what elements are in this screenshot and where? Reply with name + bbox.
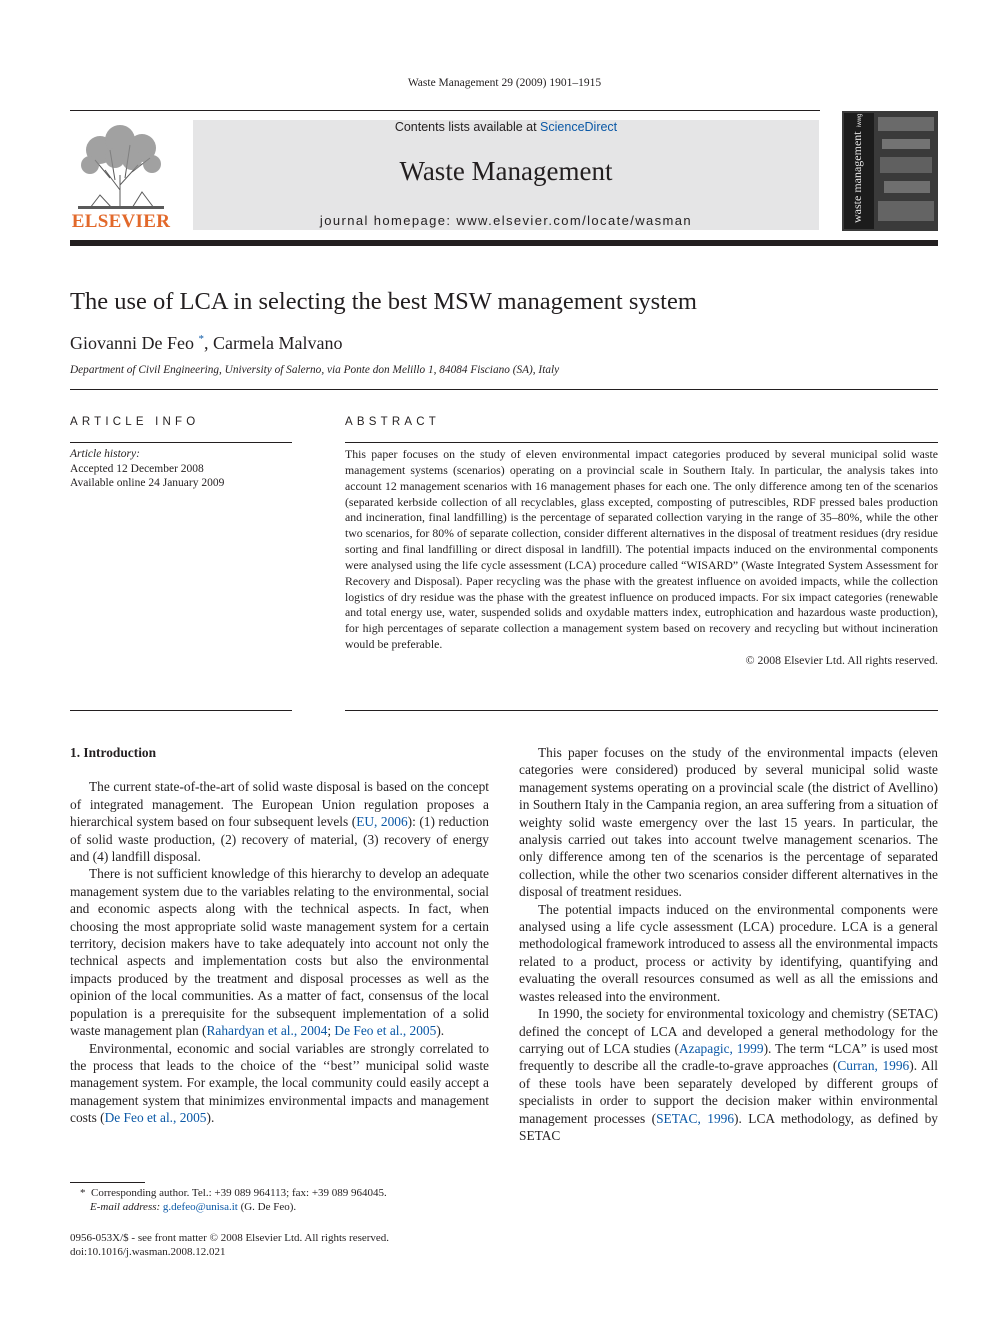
corresponding-author-footnote xyxy=(70,1186,490,1214)
paragraph-1-tail: ): (1) reduction of solid waste production, (2) recovery of material, (3) recovery of energy and (4) landfill disposal. xyxy=(70,814,489,865)
paragraph-2-separator: ; xyxy=(327,1023,335,1039)
section-heading-introduction: 1. Introduction xyxy=(70,745,157,760)
paragraph-4: This paper focuses on the study of the environmental impacts (eleven categories were considered) produced by several municipal solid waste management systems operating on a provincial scale (the district of Avellino) in Southern Italy in the Campania region, an area suffering from a situation of weighty solid waste emergency over the last 15 years. In particular, the analysis carried out takes into account twelve management scenarios. The only difference among ten of the scenarios is the percentage of separated collection, while the other two scenarios consider different alternatives in the disposal of treatment residues. xyxy=(519,745,938,900)
paragraph-3-tail: ). xyxy=(206,1110,215,1126)
sciencedirect-link[interactable]: ScienceDirect xyxy=(540,120,618,134)
ref-eu-2006[interactable]: EU, 2006 xyxy=(356,814,408,830)
paragraph-1 xyxy=(70,778,489,865)
paragraph-3 xyxy=(70,1040,489,1127)
paragraph-1-text: The current state-of-the-art of solid waste disposal is based on the concept of integrated management. The European Union regulation proposes a hierarchical system based on four subsequent levels ( xyxy=(70,779,489,830)
article-info-heading: ARTICLE INFO xyxy=(70,416,200,428)
ref-setac-1996[interactable]: SETAC, 1996 xyxy=(656,1110,735,1126)
masthead-rule xyxy=(70,110,820,111)
paragraph-6-mid: ). The term “LCA” is used most frequently to describe all the cradle-to-grave approaches ( xyxy=(519,1040,938,1074)
elsevier-wordmark: ELSEVIER xyxy=(71,211,171,232)
issn-line: 0956-053X/$ - see front matter © 2008 Elsevier Ltd. All rights reserved. xyxy=(70,1232,390,1244)
ref-de-feo-2005[interactable]: De Feo et al., 2005 xyxy=(334,1023,437,1039)
footnote-contact xyxy=(70,1186,490,1200)
body-column-right xyxy=(519,744,938,1216)
cover-title: waste management xyxy=(850,131,864,223)
online-date: Available online 24 January 2009 xyxy=(70,477,225,489)
abstract-text: This paper focuses on the study of eleven environmental impact categories produced by several municipal solid waste management systems (scenarios) operating on a provincial scale in Southern Italy. In particular, the analysis takes into account 12 management scenarios with 16 management phases for each one. The only difference among ten of the scenarios (separated kerbside collection of all recyclables, glass excepted, composting of putrescibles, RDF pressed bales production and incineration, final landfilling) is the percentage of separated collection varying in the range of 35–80%, while the other two scenarios, for 80% of separate collection, consider different alternatives in the disposal of treatment residues (dry residue sorting and final landfilling or direct disposal in landfill). The potential impacts induced on the environmental components were analysed using the life cycle assessment (LCA) procedure called “WISARD” (Waste Integrated System Assessment for Recovery and Disposal). Paper recycling was the phase with the greatest influence on avoided impacts, while the collection logistics of dry residue was the phase with the greatest influence on produced impacts. For six impact categories (renewable and total energy use, water, suspended solids and oxydable matters index, eutrophication and hazardous waste production), for high percentages of separate collection a management system based on recovery and recycling but without incineration would be preferable. xyxy=(345,447,938,652)
footnote-mark: * xyxy=(80,1187,86,1199)
ref-azapagic-1999[interactable]: Azapagic, 1999 xyxy=(679,1040,764,1056)
email-tail: (G. De Feo). xyxy=(240,1201,297,1213)
article-history xyxy=(70,447,224,491)
front-matter-footer xyxy=(70,1231,389,1259)
footnote-email xyxy=(70,1200,490,1214)
author-de-feo: Giovanni De Feo xyxy=(70,333,194,353)
journal-homepage: journal homepage: www.elsevier.com/locate/wasman xyxy=(319,213,693,228)
journal-citation: Waste Management 29 (2009) 1901–1915 xyxy=(407,77,602,89)
paragraph-6 xyxy=(519,1005,938,1144)
email-label: E-mail address: xyxy=(90,1201,161,1213)
cover-label: iwwg xyxy=(857,113,863,127)
journal-cover-image xyxy=(842,111,938,231)
abstract-heading: ABSTRACT xyxy=(345,416,440,428)
abstract-bottom-rule xyxy=(345,710,938,711)
paragraph-2-tail: ). xyxy=(436,1023,445,1039)
accepted-date: Accepted 12 December 2008 xyxy=(70,462,204,475)
contents-prefix: Contents lists available at xyxy=(394,120,541,134)
author-malvano: , Carmela Malvano xyxy=(203,333,343,353)
author-list xyxy=(70,333,342,354)
author-affiliation: Department of Civil Engineering, University of Salerno, via Ponte don Melillo 1, 84084 Fisciano (SA), Italy xyxy=(70,364,560,376)
article-info-bottom-rule xyxy=(70,710,292,711)
ref-de-feo-2005-b[interactable]: De Feo et al., 2005 xyxy=(104,1110,207,1126)
paragraph-6-tail: ). LCA methodology, as defined by SETAC xyxy=(519,1110,938,1143)
history-label: Article history: xyxy=(70,448,140,460)
corresponding-author-mark[interactable]: * xyxy=(198,333,204,345)
cover-art xyxy=(842,111,938,231)
footnote-rule xyxy=(70,1182,145,1183)
ref-curran-1996[interactable]: Curran, 1996 xyxy=(837,1058,910,1074)
abstract-rule xyxy=(345,442,938,443)
body-column-left xyxy=(70,744,489,1127)
email-link[interactable]: g.defeo@unisa.it xyxy=(162,1201,238,1213)
paragraph-3-text: Environmental, economic and social variables are strongly correlated to the process that leads to the choice of the ‘‘best’’ municipal solid waste management system. For example, the local community could easily accept a management system that minimizes environmental impacts and management costs ( xyxy=(70,1040,489,1126)
abstract-body xyxy=(345,447,938,669)
paragraph-5: The potential impacts induced on the environmental components were analysed using a life cycle assessment (LCA) procedure. LCA is a general methodological framework introduced to assess all the environmental impacts related to a product, process or activity by identifying, quantifying and evaluating the overall resources consumed as well as all the emissions and wastes released into the environment. xyxy=(519,901,938,1004)
abstract-copyright: © 2008 Elsevier Ltd. All rights reserved. xyxy=(745,652,938,667)
journal-title: Waste Management xyxy=(399,156,613,186)
paragraph-6-text: In 1990, the society for environmental toxicology and chemistry (SETAC) defined the concept of LCA and developed a general methodology for the carrying out of LCA studies ( xyxy=(519,1006,938,1056)
doi-line: doi:10.1016/j.wasman.2008.12.021 xyxy=(70,1246,226,1258)
contents-line xyxy=(193,120,819,134)
paragraph-6-mid2: ). All of these tools have been separately developed by different groups of specialists in order to support the decision maker within environmental management processes ( xyxy=(519,1058,938,1126)
header-thick-rule xyxy=(70,240,938,246)
paragraph-2 xyxy=(70,865,489,1039)
ref-rahardyan-2004[interactable]: Rahardyan et al., 2004 xyxy=(206,1023,328,1039)
paragraph-2-text: There is not sufficient knowledge of this hierarchy to develop an adequate management system due to the variables relating to the environmental, social and economic aspects along with the technical aspects. In fact, when choosing the most appropriate solid waste management system for a certain territory, decision makers have to take adequately into account not only the technical aspects and implementation costs but also the environmental impacts produced by the treatment and disposal processes as well as the opinion of the local communities. As a matter of fact, consensus of the local population is a prerequisite for the subsequent implementation of a solid waste management plan ( xyxy=(70,866,489,1039)
footnote-text: Corresponding author. Tel.: +39 089 964113; fax: +39 089 964045. xyxy=(91,1187,387,1199)
article-info-rule xyxy=(70,442,292,443)
paper-title: The use of LCA in selecting the best MSW management system xyxy=(70,288,697,315)
title-rule xyxy=(70,389,938,390)
